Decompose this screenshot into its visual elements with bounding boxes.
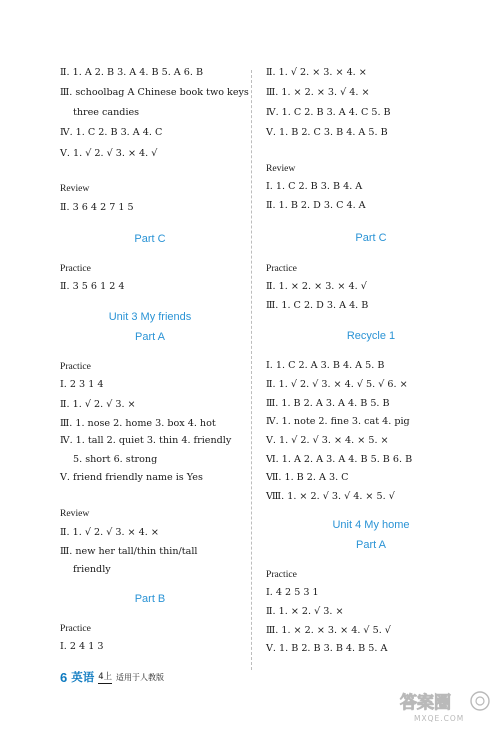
grade-label: 4上 [98, 670, 112, 684]
answer-line: Ⅴ. 1. √ 2. √ 3. × 4. √ [60, 148, 158, 159]
answer-line: Ⅶ. 1. B 2. A 3. C [266, 472, 349, 483]
answer-line: Ⅱ. 1. B 2. D 3. C 4. A [266, 200, 366, 211]
answer-line: Ⅲ. 1. nose 2. home 3. box 4. hot [60, 418, 216, 429]
section-heading: Unit 3 My friends [108, 311, 192, 323]
edition-label: 适用于人教版 [115, 672, 164, 682]
section-heading: Part A [135, 331, 165, 343]
section-heading: Unit 4 My home [332, 519, 410, 531]
answer-line: Ⅲ. 1. B 2. A 3. A 4. B 5. B [266, 398, 390, 409]
answer-line: friendly [73, 564, 111, 575]
answer-line: Ⅰ. 1. C 2. B 3. B 4. A [266, 181, 363, 192]
section-label: Practice [60, 623, 91, 634]
answer-line: Ⅳ. 1. tall 2. quiet 3. thin 4. friendly [60, 435, 232, 446]
answer-line: Ⅲ. schoolbag A Chinese book two keys [60, 87, 249, 98]
answer-line: Ⅱ. 3 5 6 1 2 4 [60, 281, 125, 292]
answer-line: Ⅱ. 1. × 2. × 3. × 4. √ [266, 281, 367, 292]
answer-line: Ⅱ. 1. √ 2. √ 3. × 4. √ 5. √ 6. × [266, 379, 408, 390]
answer-line: Ⅲ. 1. × 2. × 3. √ 4. × [266, 87, 370, 98]
answer-line: Ⅲ. 1. × 2. × 3. × 4. √ 5. √ [266, 625, 391, 636]
answer-line: Ⅲ. 1. C 2. D 3. A 4. B [266, 300, 369, 311]
answer-line: Ⅳ. 1. C 2. B 3. A 4. C 5. B [266, 107, 391, 118]
answer-line: Ⅰ. 1. C 2. A 3. B 4. A 5. B [266, 360, 385, 371]
section-label: Review [60, 183, 90, 194]
answer-line: Ⅴ. friend friendly name is Yes [60, 472, 203, 483]
answer-line: Ⅱ. 1. √ 2. × 3. × 4. × [266, 67, 367, 78]
page-footer [60, 668, 164, 686]
section-label: Review [266, 163, 296, 174]
watermark-logo [398, 688, 494, 726]
section-heading: Part A [356, 539, 386, 551]
answer-line: Ⅱ. 1. √ 2. √ 3. × [60, 399, 136, 410]
section-heading: Part C [355, 232, 387, 244]
answer-line: three candies [73, 107, 140, 118]
answer-line: Ⅱ. 1. A 2. B 3. A 4. B 5. A 6. B [60, 67, 204, 78]
answer-line: Ⅴ. 1. B 2. B 3. B 4. B 5. A [266, 643, 388, 654]
answer-line: Ⅳ. 1. note 2. fine 3. cat 4. pig [266, 416, 410, 427]
section-heading: Recycle 1 [346, 330, 396, 342]
answer-line: Ⅰ. 2 4 1 3 [60, 641, 104, 652]
answer-line: Ⅱ. 1. √ 2. √ 3. × 4. × [60, 527, 159, 538]
column-divider [251, 70, 252, 670]
answer-line: Ⅱ. 1. × 2. √ 3. × [266, 606, 344, 617]
answer-line: Ⅷ. 1. × 2. √ 3. √ 4. × 5. √ [266, 491, 395, 502]
section-heading: Part C [134, 233, 166, 245]
section-label: Review [60, 508, 90, 519]
answer-line: Ⅳ. 1. C 2. B 3. A 4. C [60, 127, 163, 138]
section-label: Practice [60, 361, 91, 372]
section-label: Practice [266, 263, 297, 274]
answer-line: Ⅴ. 1. B 2. C 3. B 4. A 5. B [266, 127, 388, 138]
answer-line: 5. short 6. strong [73, 454, 158, 465]
answer-line: Ⅰ. 2 3 1 4 [60, 379, 104, 390]
answer-line: Ⅲ. new her tall/thin thin/tall [60, 546, 198, 557]
answer-line: Ⅵ. 1. A 2. A 3. A 4. B 5. B 6. B [266, 454, 413, 465]
section-heading: Part B [134, 593, 166, 605]
section-label: Practice [60, 263, 91, 274]
subject-label: 英语 [71, 672, 95, 684]
watermark-url: MXQE.COM [414, 714, 465, 723]
answer-line: Ⅰ. 4 2 5 3 1 [266, 587, 319, 598]
answer-line: Ⅱ. 3 6 4 2 7 1 5 [60, 202, 134, 213]
section-label: Practice [266, 569, 297, 580]
watermark-text: 答案圈 [400, 693, 451, 713]
answer-line: Ⅴ. 1. √ 2. √ 3. × 4. × 5. × [266, 435, 389, 446]
page-number: 6 [60, 669, 68, 685]
